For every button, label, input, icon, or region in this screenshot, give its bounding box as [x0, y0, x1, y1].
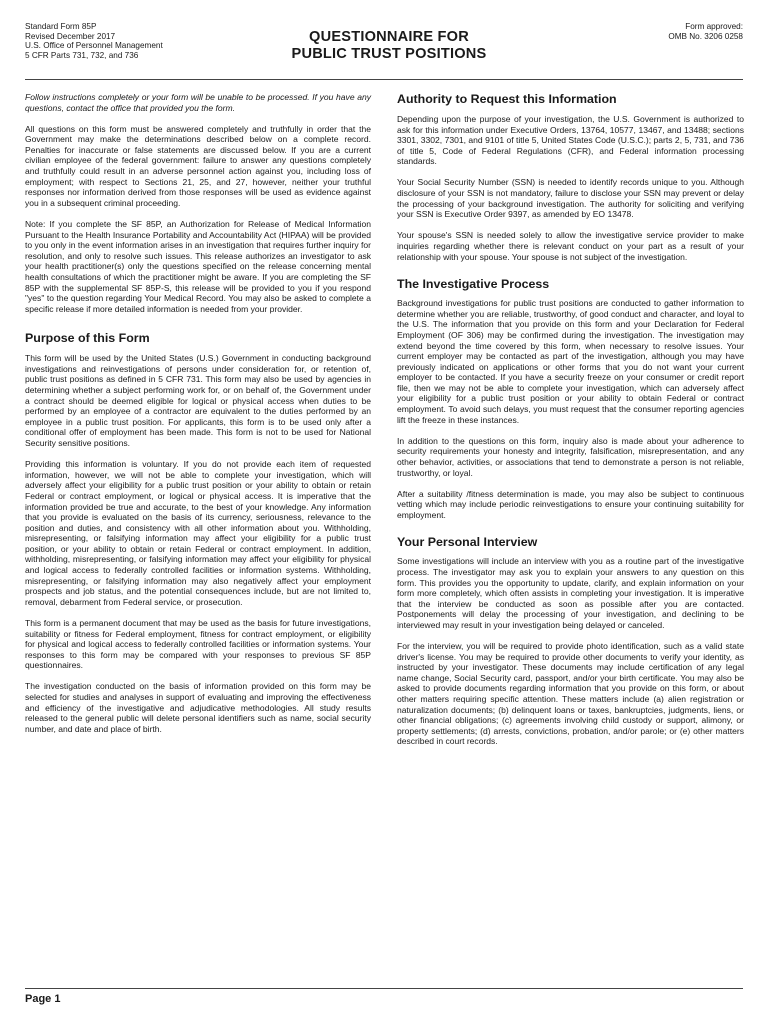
cfr-reference: 5 CFR Parts 731, 732, and 736: [25, 50, 139, 60]
purpose-paragraph-3: This form is a permanent document that may be used as the basis for future investigations, suitability or fitness for Federal employment, fitness for contract employment, or eligibility for physical and logical access to federally controlled facilities or information systems. Your responses to this form may be compared with your responses to previous SF 85P questionnaires.: [25, 617, 371, 671]
purpose-paragraph-1: This form will be used by the United States (U.S.) Government in conducting background investigations and reinvestigations of persons under consideration for, or retention of, public trust positions as defined in 5 CFR 731. This form may also be used by agencies in determining whether a subject performing work for, or on behalf of, the Government under a contract should be deemed eligible for logical or physical access when duties to be performed by an employee of a contractor are equivalent to the duties performed by an employee in a public trust position. For applicants, this form is to be used only after a conditional offer of employment has been made. This form is not to be used for National Security sensitive positions.: [25, 353, 371, 449]
investigative-process-heading: The Investigative Process: [397, 277, 550, 292]
purpose-heading: Purpose of this Form: [25, 331, 150, 346]
form-revision-date: Revised December 2017: [25, 31, 116, 41]
form-number: Standard Form 85P: [25, 22, 97, 31]
footer-divider: [25, 988, 743, 989]
authority-paragraph-3: Your spouse's SSN is needed solely to allow the investigative service provider to make inquiries regarding whether there is relevant conduct on your part as a result of your relationship with your spouse. Your spouse is not subject of the investigation.: [397, 230, 744, 262]
header-divider: [25, 79, 743, 80]
omb-number: OMB No. 3206 0258: [668, 31, 743, 41]
left-column: [25, 92, 371, 745]
form-title-line-2: PUBLIC TRUST POSITIONS: [291, 46, 487, 62]
form-title: [250, 29, 528, 63]
right-column: [397, 92, 744, 758]
purpose-paragraph-2: Providing this information is voluntary. If you do not provide each item of requested information, however, we will not be able to complete your investigation, which will adversely affect your eligibility for a public trust position or your ability to obtain or retain Federal or contract employment, or logical or physical access. It is imperative that the information provided be true and accurate, to the best of your knowledge. Any information that you provide is evaluated on the basis of its currency, seriousness, relevance to the position and duties, and consistency with all other information about you. Withholding, misrepresenting, or falsifying information may affect your eligibility for a public trust position, or your ability to obtain or retain Federal or contract employment. In addition, withholding, misrepresenting, or falsifying information may affect your eligibility for physical and logical access to federally controlled facilities or information systems. Withholding, misrepresenting, or falsifying information may also negatively affect your employment prospects and job status, and the potential consequences include, but are not limited to, removal, debarment from Federal service, or prosecution.: [25, 459, 371, 607]
process-paragraph-3: After a suitability /fitness determination is made, you may also be subject to continuous vetting which may include periodic reinvestigations to ensure your continuing suitability for employment.: [397, 488, 744, 520]
form-approved-label: Form approved:: [685, 22, 743, 31]
personal-interview-heading: Your Personal Interview: [397, 535, 538, 550]
intro-paragraph-1: All questions on this form must be answered completely and truthfully in order that the Government may make the determinations described below on a complete record. Penalties for inaccurate or false statements are discussed below. If you are a current civilian employee of the federal government: failure to answer any questions completely and truthfully could result in an adverse personnel action against you, including loss of employment; with respect to Sections 21, 25, and 27, however, neither your truthful responses nor information derived from those responses will be used as evidence against you in a subsequent criminal proceeding.: [25, 123, 371, 208]
form-title-line-1: QUESTIONNAIRE FOR: [309, 29, 469, 45]
page-number: Page 1: [25, 993, 61, 1005]
interview-paragraph-2: For the interview, you will be required to provide photo identification, such as a valid state driver's license. You may be required to provide other documents to verify your identity, as instructed by your investigator. These documents may include certification of any legal name change, Social Security card, passport, and/or your birth certificate. You may also be asked to provide documents regarding information that you provide on this form, or about other matters requiring specific attention. These matters include (a) alien registration or naturalization documents; (b) delinquent loans or taxes, bankruptcies, judgments, liens, or other financial obligations; (c) agreements involving child custody or support, alimony, or property settlements; (d) arrests, convictions, probation, and/or parole; or (e) other matters described in court records.: [397, 641, 744, 747]
purpose-paragraph-4: The investigation conducted on the basis of information provided on this form may be selected for studies and analyses in support of evaluating and improving the effectiveness and efficiency of the investigative and adjudicative methodologies. All study results released to the general public will delete personal identifiers such as name, social security number, and date and place of birth.: [25, 681, 371, 734]
issuing-agency: U.S. Office of Personnel Management: [25, 41, 163, 51]
authority-paragraph-2: Your Social Security Number (SSN) is needed to identify records unique to you. Although disclosure of your SSN is not mandatory, failure to disclose your SSN may prevent or delay the processing of your background investigation. The authority for soliciting and verifying your SSN is Executive Order 9397, as amended by EO 13478.: [397, 177, 744, 220]
authority-heading: Authority to Request this Information: [397, 92, 617, 106]
process-paragraph-2: In addition to the questions on this form, inquiry also is made about your adherence to security requirements your honesty and integrity, falsification, misrepresentation, and any other behavior, activities, or associations that tend to demonstrate a person is not reliable, trustworthy, or loyal.: [397, 435, 744, 478]
interview-paragraph-1: Some investigations will include an interview with you as a routine part of the investigative process. The investigator may ask you to explain your answers to any question on this form. This provides you the opportunity to update, clarify, and explain information on your form more completely, which often assists in completing your investigation. It is imperative that the interview be conducted as soon as possible after you are contacted. Postponements will delay the processing of your investigation, and declining to be interviewed may result in your investigation being delayed or canceled.: [397, 556, 744, 630]
instructions-note: Follow instructions completely or your form will be unable to be processed. If you have any questions, contact the office that provided you the form.: [25, 92, 371, 113]
omb-approval-block: [600, 22, 743, 41]
authority-paragraph-1: Depending upon the purpose of your investigation, the U.S. Government is authorized to ask for this information under Executive Orders, 13764, 10577, 13467, and 13488; sections 3301, 3302, 7301, and 9101 of title 5, United States Code (U.S.C.); parts 2, 5, 731, and 736 of title 5, Code of Federal Regulations (CFR), and Federal information processing standards.: [397, 114, 744, 167]
intro-paragraph-2: Note: If you complete the SF 85P, an Authorization for Release of Medical Information Pursuant to the Health Insurance Portability and Accountability Act (HIPAA) will be provided to you only in the event information arises in an investigation that requires further inquiry for resolution, and only to resolve such issues. This release authorizes an investigator to ask your health practitioner(s) only the questions specified on the release concerning mental health consultations of which the practitioner might be aware. If you are completing the SF 85P with the supplemental SF 85P-S, this release will be provided to you if you respond "yes" to the question regarding Your Medical Record. You may also be asked to complete a specific release if more detailed information is needed from your provider.: [25, 218, 371, 314]
process-paragraph-1: Background investigations for public trust positions are conducted to gather information to determine whether you are reliable, trustworthy, of good conduct and character, and loyal to the U.S. The information that you provide on this form and your Declaration for Federal Employment (OF 306) may be confirmed during the investigation. The investigation may extend beyond the time covered by this form, when necessary to resolve issues. Your current employer may be contacted as part of the investigation, although you may have previously indicated on applications or other forms that you do not want your current employer to be contacted. If you have a security freeze on your consumer or credit report file, then we may not be able to complete your investigation, which can adversely affect your eligibility for a public trust position or your ability to obtain Federal or contract employment. To avoid such delays, you must request that the consumer reporting agencies lift the freeze in these instances.: [397, 298, 744, 425]
form-identifier-block: [25, 22, 163, 60]
